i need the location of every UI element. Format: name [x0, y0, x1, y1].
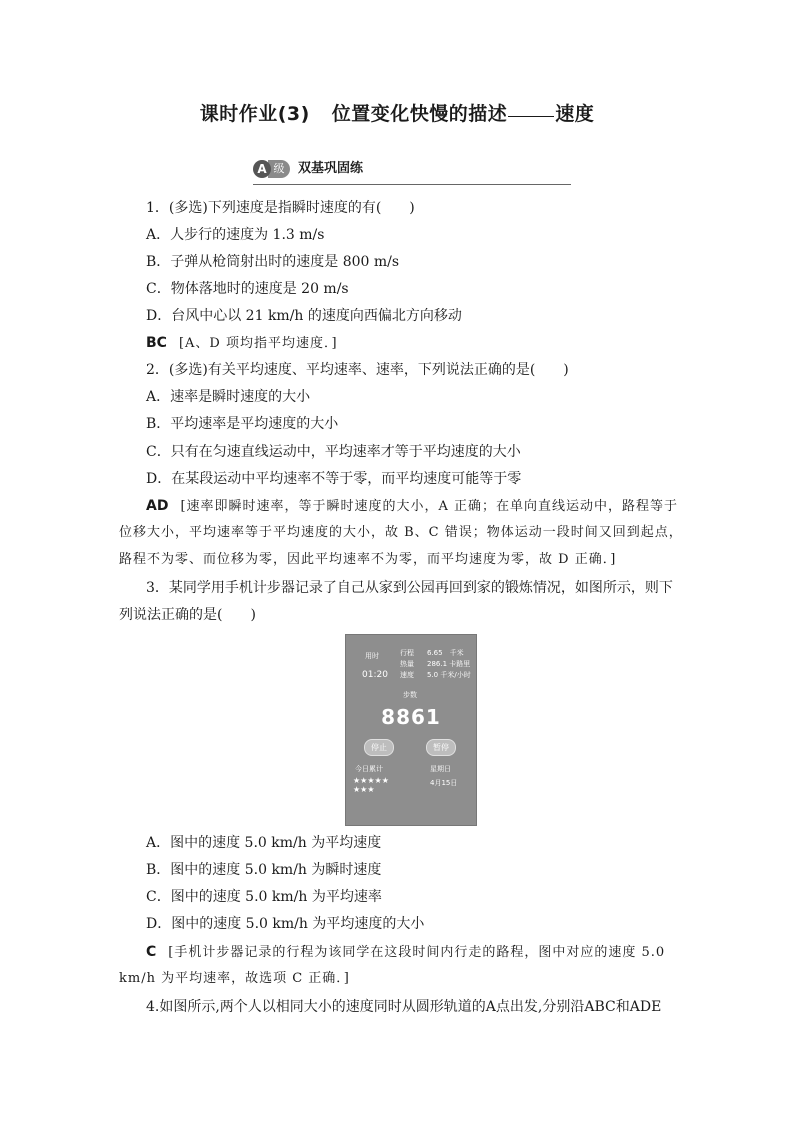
q3-stem-1: 3．某同学用手机计步器记录了自己从家到公园再回到家的锻炼情况，如图所示，则下 — [146, 580, 673, 596]
q1-option-d: D．台风中心以 21 km/h 的速度向西偏北方向移动 — [146, 308, 462, 324]
steps-value: 8861 — [381, 705, 441, 729]
section-header — [253, 158, 571, 185]
stop-button[interactable]: 停止 — [364, 739, 394, 756]
q4-stem: 4.如图所示,两个人以相同大小的速度同时从圆形轨道的A点出发,分别沿ABC和ADE — [146, 999, 662, 1015]
q3-explanation-1: [手机计步器记录的行程为该同学在这段时间内行走的路程，图中对应的速度 5.0 — [168, 945, 666, 960]
duration-label: 用时 — [365, 652, 379, 660]
q1-answer-line — [146, 334, 338, 353]
q2-explanation-2: 位移大小，平均速率等于平均速度的大小，故 B、C 错误；物体运动一段时间又回到起点， — [119, 525, 683, 540]
section-name: 双基巩固练 — [298, 161, 364, 176]
q3-option-c: C．图中的速度 5.0 km/h 为平均速率 — [146, 889, 382, 905]
q3-answer-line — [146, 943, 665, 962]
date-label: 4月15日 — [430, 779, 458, 787]
title-right-b: 速度 — [555, 103, 595, 125]
weekday-label: 星期日 — [430, 765, 451, 773]
distance-value: 6.65 千米 — [427, 649, 464, 657]
q1-option-b: B．子弹从枪筒射出时的速度是 800 m/s — [146, 254, 400, 270]
title-right-a: 位置变化快慢的描述 — [331, 103, 508, 125]
steps-label: 步数 — [403, 691, 417, 699]
title-blank-dash — [508, 116, 554, 117]
star-rating-row-1: ★★★★★ — [353, 776, 389, 785]
today-label: 今日累计 — [355, 765, 383, 773]
q1-answer: BC — [146, 335, 167, 351]
page-title — [0, 99, 794, 126]
title-left: 课时作业(3) — [199, 103, 310, 125]
q3-option-d: D．图中的速度 5.0 km/h 为平均速度的大小 — [146, 916, 425, 932]
q2-answer: AD — [146, 498, 169, 514]
q2-option-d: D．在某段运动中平均速率不等于零，而平均速度可能等于零 — [146, 471, 522, 487]
duration-value: 01:20 — [362, 670, 388, 680]
q1-stem: 1．(多选)下列速度是指瞬时速度的有( ) — [146, 200, 415, 216]
level-badge-suffix: 级 — [268, 160, 290, 178]
q2-option-b: B．平均速率是平均速度的大小 — [146, 416, 339, 432]
q2-explanation-1: [速率即瞬时速率，等于瞬时速度的大小，A 正确；在单向直线运动中，路程等于 — [180, 499, 679, 514]
level-badge-letter: A — [253, 160, 271, 178]
speed-label: 速度 — [400, 671, 414, 679]
q2-answer-line — [146, 497, 678, 516]
q2-option-c: C．只有在匀速直线运动中，平均速率才等于平均速度的大小 — [146, 444, 521, 460]
q2-option-a: A．速率是瞬时速度的大小 — [146, 389, 311, 405]
q1-option-a: A．人步行的速度为 1.3 m/s — [146, 227, 325, 243]
distance-label: 行程 — [400, 649, 414, 657]
q3-answer: C — [146, 944, 157, 960]
calories-value: 286.1 卡路里 — [427, 660, 471, 668]
pedometer-screenshot — [345, 634, 477, 826]
pause-button[interactable]: 暂停 — [426, 739, 456, 756]
q2-explanation-3: 路程不为零、而位移为零，因此平均速率不为零，而平均速度为零，故 D 正确．] — [119, 552, 617, 567]
level-badge — [253, 160, 291, 178]
q1-explanation: [A、D 项均指平均速度．] — [178, 336, 338, 351]
q3-explanation-2: km/h 为平均速率，故选项 C 正确．] — [119, 971, 350, 986]
star-rating-row-2: ★★★ — [353, 785, 375, 794]
q2-stem: 2．(多选)有关平均速度、平均速率、速率，下列说法正确的是( ) — [146, 362, 569, 378]
q3-stem-2: 列说法正确的是( ) — [119, 607, 256, 623]
q1-option-c: C．物体落地时的速度是 20 m/s — [146, 281, 349, 297]
q3-option-b: B．图中的速度 5.0 km/h 为瞬时速度 — [146, 862, 382, 878]
calories-label: 热量 — [400, 660, 414, 668]
q3-option-a: A．图中的速度 5.0 km/h 为平均速度 — [146, 835, 382, 851]
speed-value: 5.0 千米/小时 — [427, 671, 471, 679]
